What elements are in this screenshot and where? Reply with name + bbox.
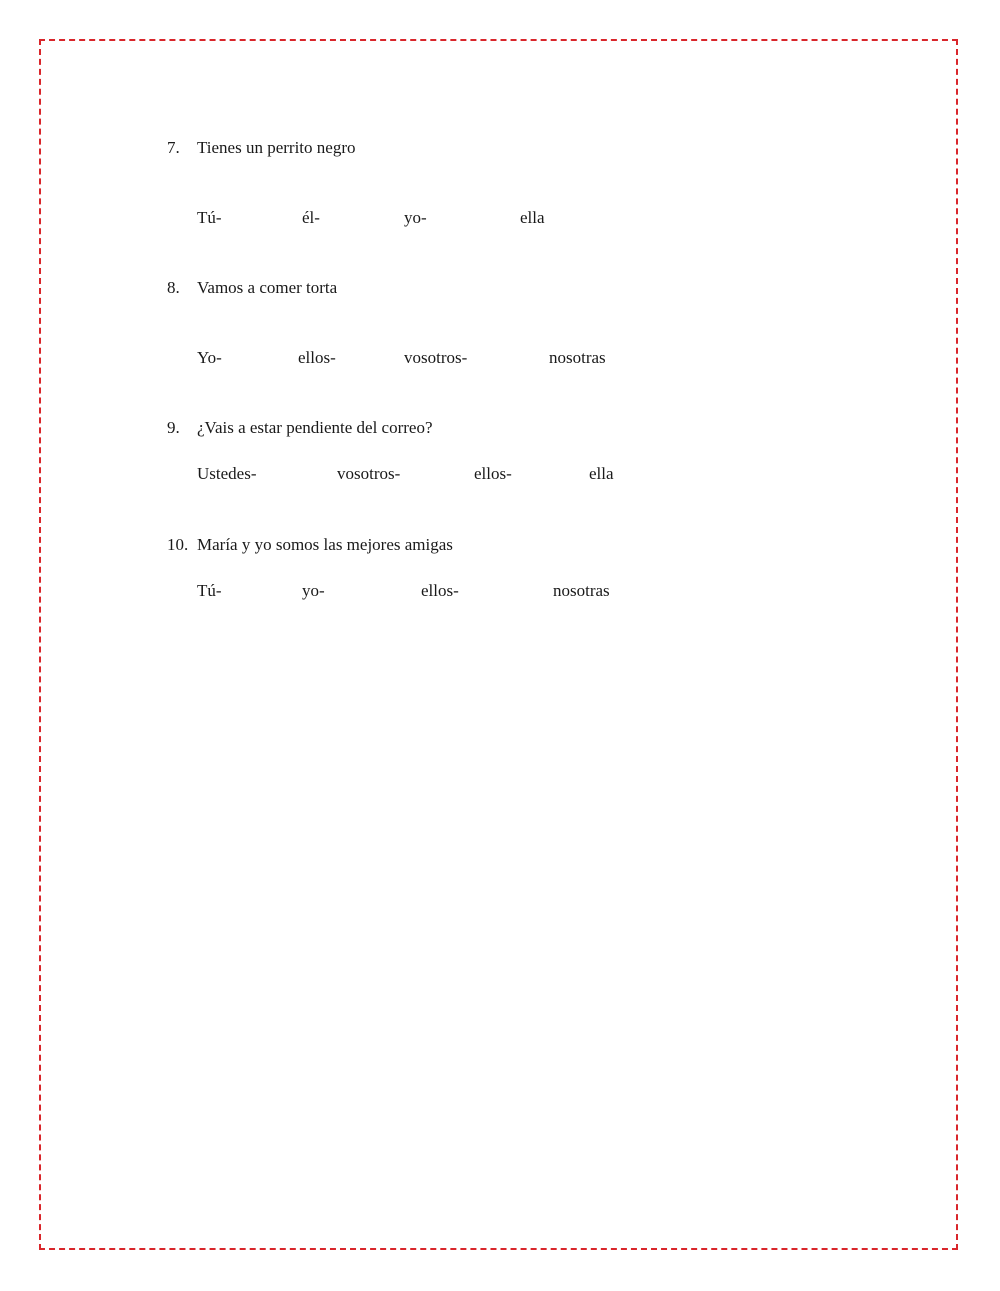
option-label: nosotras	[553, 581, 610, 600]
option-label: ellos-	[421, 581, 459, 600]
option-label: ellos-	[298, 348, 336, 367]
option-label: Ustedes-	[197, 464, 257, 483]
page-border	[39, 39, 958, 1250]
question-number: 10.	[167, 535, 189, 554]
option-label: él-	[302, 208, 320, 227]
question-text: ¿Vais a estar pendiente del correo?	[197, 418, 433, 437]
option-label: vosotros-	[404, 348, 468, 367]
option-label: Yo-	[197, 348, 222, 367]
option-label: Tú-	[197, 581, 222, 600]
option-label: yo-	[404, 208, 427, 227]
question-text: María y yo somos las mejores amigas	[197, 535, 453, 554]
option-label: yo-	[302, 581, 325, 600]
question-text: Tienes un perrito negro	[197, 138, 356, 157]
question-number: 7.	[167, 138, 180, 157]
question-text: Vamos a comer torta	[197, 278, 338, 297]
option-label: Tú-	[197, 208, 222, 227]
question-number: 8.	[167, 278, 180, 297]
question-number: 9.	[167, 418, 180, 437]
option-label: ellos-	[474, 464, 512, 483]
option-label: ella	[520, 208, 545, 227]
option-label: nosotras	[549, 348, 606, 367]
option-label: vosotros-	[337, 464, 401, 483]
option-label: ella	[589, 464, 614, 483]
